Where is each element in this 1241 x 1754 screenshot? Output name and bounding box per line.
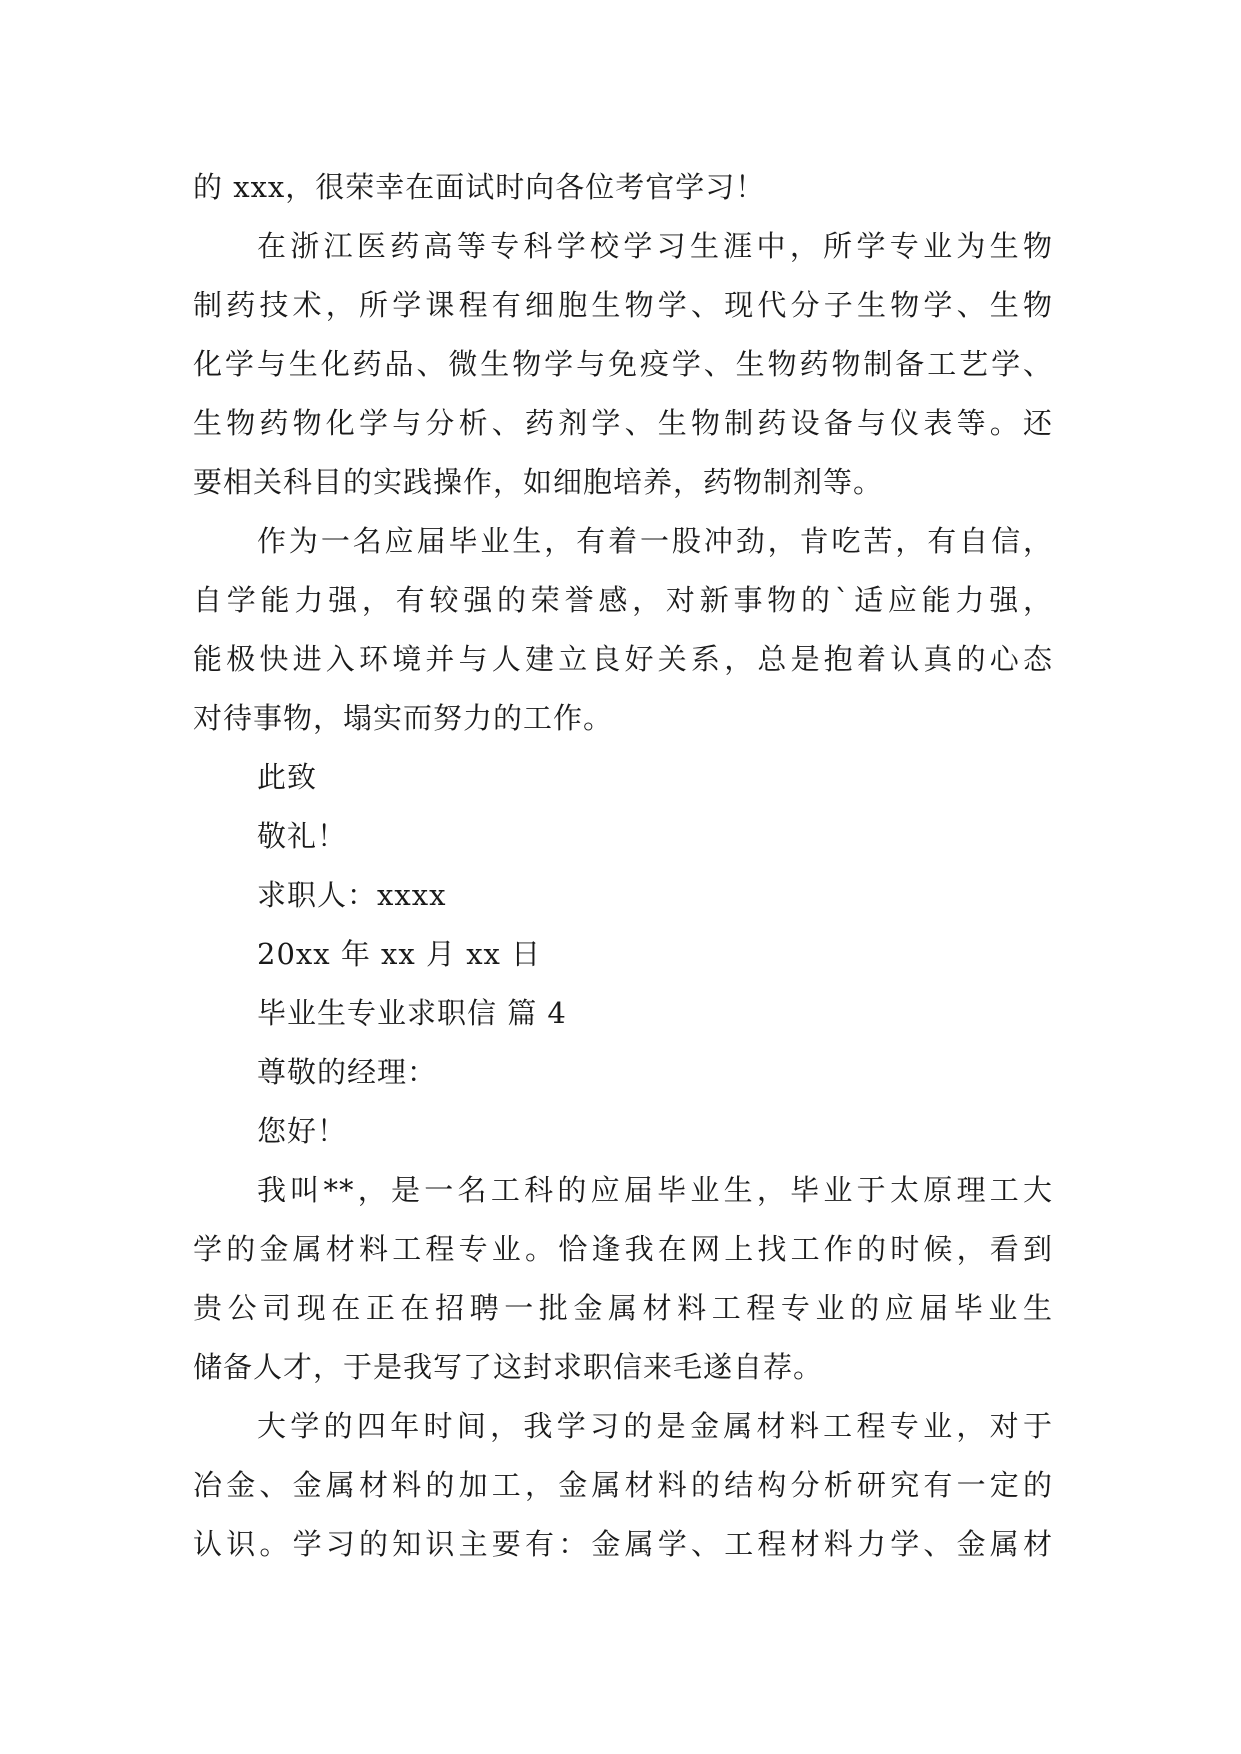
closing-salutation: 敬礼！ (257, 819, 348, 853)
text-line: 的 xxx，很荣幸在面试时向各位考官学习！ (193, 170, 766, 204)
text-line: 学的金属材料工程专业。恰逢我在网上找工作的时候，看到 (193, 1232, 1053, 1266)
text-line: 认识。学习的知识主要有：金属学、工程材料力学、金属材 (193, 1527, 1053, 1561)
greeting-line: 您好！ (257, 1114, 348, 1148)
text-line: 我叫**，是一名工科的应届毕业生，毕业于太原理工大 (257, 1173, 1053, 1207)
signature-line: 求职人：xxxx (257, 878, 447, 912)
date-line: 20xx 年 xx 月 xx 日 (257, 937, 542, 971)
text-line: 制药技术，所学课程有细胞生物学、现代分子生物学、生物 (193, 288, 1053, 322)
text-line: 贵公司现在正在招聘一批金属材料工程专业的应届毕业生 (193, 1291, 1053, 1325)
text-line: 在浙江医药高等专科学校学习生涯中，所学专业为生物 (257, 229, 1053, 263)
text-line: 要相关科目的实践操作，如细胞培养，药物制剂等。 (193, 465, 884, 499)
text-line: 生物药物化学与分析、药剂学、生物制药设备与仪表等。还 (193, 406, 1053, 440)
text-line: 对待事物，塌实而努力的工作。 (193, 701, 614, 735)
text-line: 储备人才，于是我写了这封求职信来毛遂自荐。 (193, 1350, 824, 1384)
closing-salutation: 此致 (257, 760, 318, 794)
section-heading: 毕业生专业求职信 篇 4 (257, 996, 567, 1030)
text-line: 自学能力强，有较强的荣誉感，对新事物的`适应能力强， (193, 583, 1053, 617)
text-line: 作为一名应届毕业生，有着一股冲劲，肯吃苦，有自信， (257, 524, 1053, 558)
document-page (193, 158, 1053, 1574)
text-line: 大学的四年时间，我学习的是金属材料工程专业，对于 (257, 1409, 1053, 1443)
text-line: 能极快进入环境并与人建立良好关系，总是抱着认真的心态 (193, 642, 1053, 676)
greeting-line: 尊敬的经理： (257, 1055, 438, 1089)
text-line: 化学与生化药品、微生物学与免疫学、生物药物制备工艺学、 (193, 347, 1053, 381)
text-line: 冶金、金属材料的加工，金属材料的结构分析研究有一定的 (193, 1468, 1053, 1502)
